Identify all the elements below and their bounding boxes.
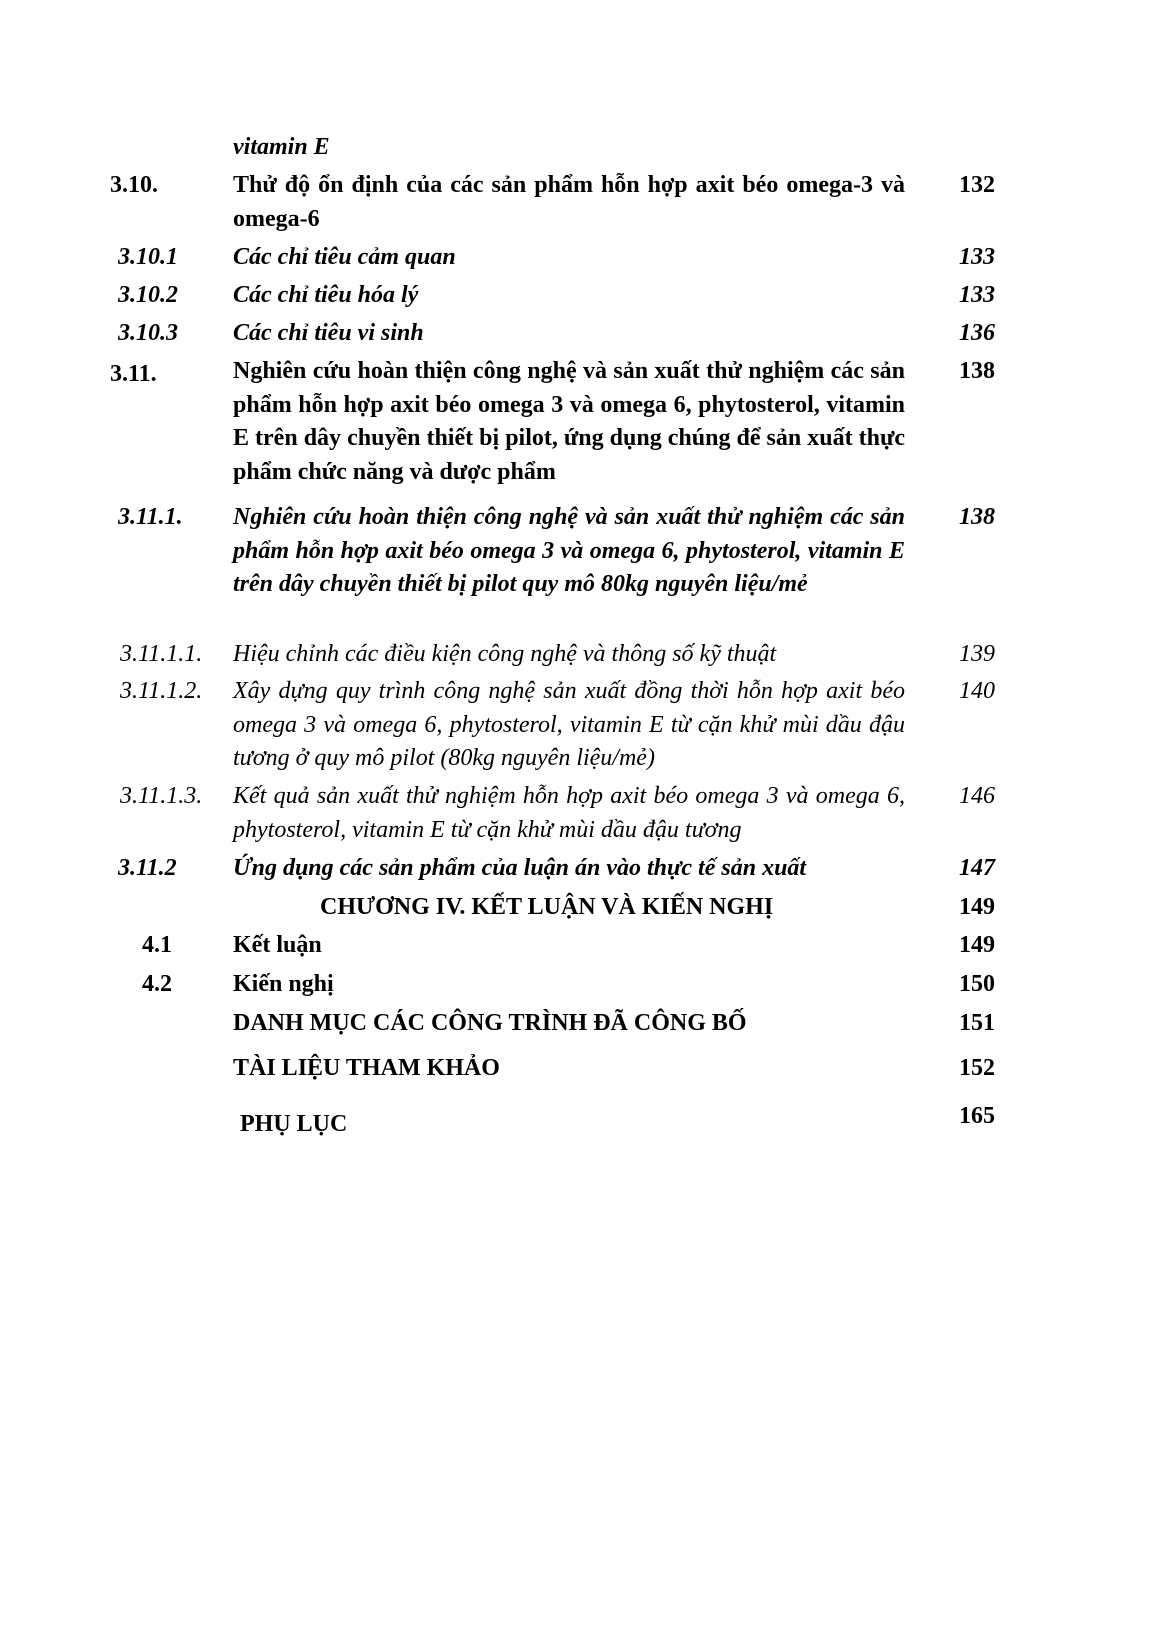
toc-page: 165 (959, 1103, 995, 1129)
toc-page: 139 (959, 641, 995, 667)
toc-title: vitamin E (233, 134, 330, 160)
toc-title: Các chỉ tiêu cảm quan (233, 244, 456, 270)
toc-title: DANH MỤC CÁC CÔNG TRÌNH ĐÃ CÔNG BỐ (233, 1010, 747, 1036)
toc-page: 147 (959, 855, 995, 881)
toc-title: Kết luận (233, 932, 322, 958)
toc-number: 3.11.1. (118, 504, 183, 530)
toc-number: 3.11.1.2. (120, 678, 203, 704)
toc-page: 132 (959, 172, 995, 198)
toc-number: 3.10. (110, 172, 158, 198)
toc-number: 3.11.2 (118, 855, 177, 881)
toc-page: 151 (959, 1010, 995, 1036)
toc-number: 3.11.1.1. (120, 641, 203, 667)
toc-title: Kết quả sản xuất thử nghiệm hỗn hợp axit béo omega 3 và omega 6, phytosterol, vitamin E từ cặn khử mùi dầu đậu tương (233, 783, 905, 843)
toc-number: 3.11.1.3. (120, 783, 203, 809)
toc-title: Kiến nghị (233, 971, 334, 997)
toc-page: 149 (959, 932, 995, 958)
toc-page: 133 (959, 244, 995, 270)
toc-title: Nghiên cứu hoàn thiện công nghệ và sản xuất thử nghiệm các sản phẩm hỗn hợp axit béo omega 3 và omega 6, phytosterol, vitamin E trên dây chuyền thiết bị pilot, ứng dụng chúng để sản xuất thực phẩm chức năng và dược phẩm (233, 358, 905, 485)
toc-page: 150 (959, 971, 995, 997)
toc-number: 3.10.2 (118, 282, 178, 308)
toc-page: 140 (959, 678, 995, 704)
toc-title: Ứng dụng các sản phẩm của luận án vào thực tế sản xuất (233, 855, 807, 881)
toc-title: CHƯƠNG IV. KẾT LUẬN VÀ KIẾN NGHỊ (320, 894, 774, 920)
toc-title: Các chỉ tiêu hóa lý (233, 282, 419, 308)
toc-page: 133 (959, 282, 995, 308)
toc-number: 4.2 (142, 971, 172, 997)
toc-number: 3.11. (110, 361, 157, 387)
toc-number: 4.1 (142, 932, 172, 958)
toc-title: Xây dựng quy trình công nghệ sản xuất đồng thời hỗn hợp axit béo omega 3 và omega 6, phytosterol, vitamin E từ cặn khử mùi dầu đậu tương ở quy mô pilot (80kg nguyên liệu/mẻ) (233, 678, 905, 771)
toc-page: 138 (959, 504, 995, 530)
toc-number: 3.10.3 (118, 320, 178, 346)
toc-title: Hiệu chỉnh các điều kiện công nghệ và thông số kỹ thuật (233, 641, 777, 667)
toc-title: PHỤ LỤC (240, 1111, 348, 1137)
toc-page: 138 (959, 358, 995, 384)
toc-page: 136 (959, 320, 995, 346)
toc-page: 152 (959, 1055, 995, 1081)
toc-page: 149 (959, 894, 995, 920)
toc-page: 146 (959, 783, 995, 809)
toc-title: TÀI LIỆU THAM KHẢO (233, 1055, 500, 1081)
toc-title: Nghiên cứu hoàn thiện công nghệ và sản xuất thử nghiệm các sản phẩm hỗn hợp axit béo omega 3 và omega 6, phytosterol, vitamin E trên dây chuyền thiết bị pilot quy mô 80kg nguyên liệu/mẻ (233, 504, 905, 597)
toc-title: Thử độ ổn định của các sản phẩm hỗn hợp axit béo omega-3 và omega-6 (233, 172, 905, 232)
toc-title: Các chỉ tiêu vi sinh (233, 320, 424, 346)
toc-number: 3.10.1 (118, 244, 178, 270)
